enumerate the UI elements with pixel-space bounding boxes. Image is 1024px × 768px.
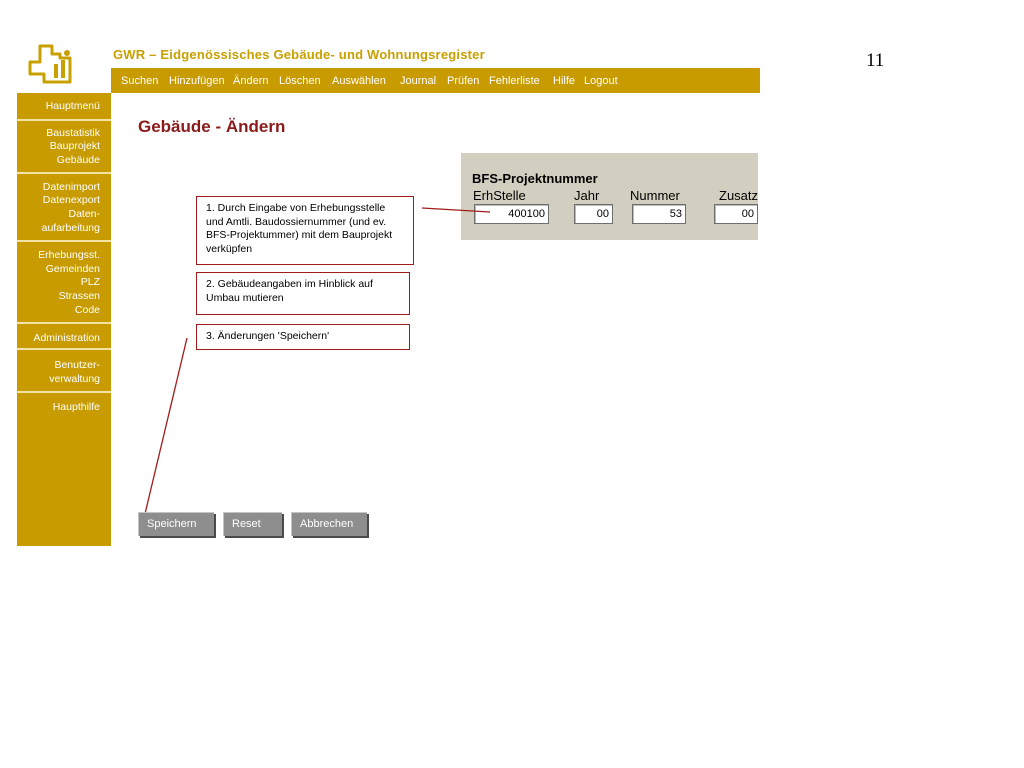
page-title: Gebäude - Ändern	[138, 117, 286, 136]
menu-journal[interactable]: Journal	[400, 75, 437, 87]
erhstelle-label: ErhStelle	[473, 188, 526, 203]
sidebar-item-datenexport[interactable]: Datenexport	[42, 194, 100, 206]
sidebar-item-baustatistik[interactable]: Baustatistik	[46, 127, 100, 139]
bfs-title: BFS-Projektnummer	[472, 171, 598, 186]
menu-fehlerliste[interactable]: Fehlerliste	[489, 75, 540, 87]
sidebar-item-hauptmenu[interactable]: Hauptmenü	[45, 100, 100, 112]
jahr-label: Jahr	[574, 188, 600, 203]
menu-hinzufuegen[interactable]: Hinzufügen	[169, 75, 225, 87]
sidebar-item-gemeinden[interactable]: Gemeinden	[45, 263, 100, 275]
nummer-input[interactable]: 53	[632, 204, 686, 224]
sidebar-item-datenaufarbeitung-2[interactable]: aufarbeitung	[41, 222, 100, 234]
sidebar-item-plz[interactable]: PLZ	[80, 276, 100, 288]
sidebar-item-administration[interactable]: Administration	[33, 332, 100, 344]
callout-step-2: 2. Gebäudeangaben im Hinblick auf Umbau mutieren	[196, 272, 410, 315]
sidebar-item-datenaufarbeitung-1[interactable]: Daten-	[68, 208, 100, 220]
sidebar-item-code[interactable]: Code	[74, 304, 100, 316]
cancel-button[interactable]: Abbrechen	[291, 512, 367, 536]
sidebar-item-strassen[interactable]: Strassen	[58, 290, 100, 302]
sidebar-item-bauprojekt[interactable]: Bauprojekt	[49, 140, 100, 152]
menu-logout[interactable]: Logout	[584, 75, 618, 87]
menu-suchen[interactable]: Suchen	[121, 75, 159, 87]
zusatz-label: Zusatz	[719, 188, 758, 203]
page-number: 11	[866, 50, 885, 71]
sidebar-item-benutzerverwaltung-1[interactable]: Benutzer-	[54, 359, 100, 371]
sidebar-item-erhebungsstellen[interactable]: Erhebungsst.	[38, 249, 100, 261]
zusatz-input[interactable]: 00	[714, 204, 758, 224]
jahr-input[interactable]: 00	[574, 204, 613, 224]
callout-step-1: 1. Durch Eingabe von Erhebungsstelle und Amtli. Baudossiernummer (und ev. BFS-Projektummer) mit dem Bauprojekt verküpfen	[196, 196, 414, 265]
menu-pruefen[interactable]: Prüfen	[447, 75, 480, 87]
menu-aendern[interactable]: Ändern	[233, 75, 269, 87]
save-button[interactable]: Speichern	[138, 512, 214, 536]
menu-loeschen[interactable]: Löschen	[279, 75, 321, 87]
sidebar-item-datenimport[interactable]: Datenimport	[42, 181, 100, 193]
callout-step-3: 3. Änderungen 'Speichern'	[196, 324, 410, 350]
erhstelle-input[interactable]: 400100	[474, 204, 549, 224]
sidebar-item-benutzerverwaltung-2[interactable]: verwaltung	[49, 373, 100, 385]
app-title: GWR – Eidgenössisches Gebäude- und Wohnungsregister	[113, 47, 485, 62]
sidebar-item-gebaeude[interactable]: Gebäude	[56, 154, 100, 166]
nummer-label: Nummer	[630, 188, 680, 203]
menu-hilfe[interactable]: Hilfe	[553, 75, 576, 87]
reset-button[interactable]: Reset	[223, 512, 282, 536]
menu-auswaehlen[interactable]: Auswählen	[332, 75, 386, 87]
sidebar-item-haupthilfe[interactable]: Haupthilfe	[52, 401, 100, 413]
